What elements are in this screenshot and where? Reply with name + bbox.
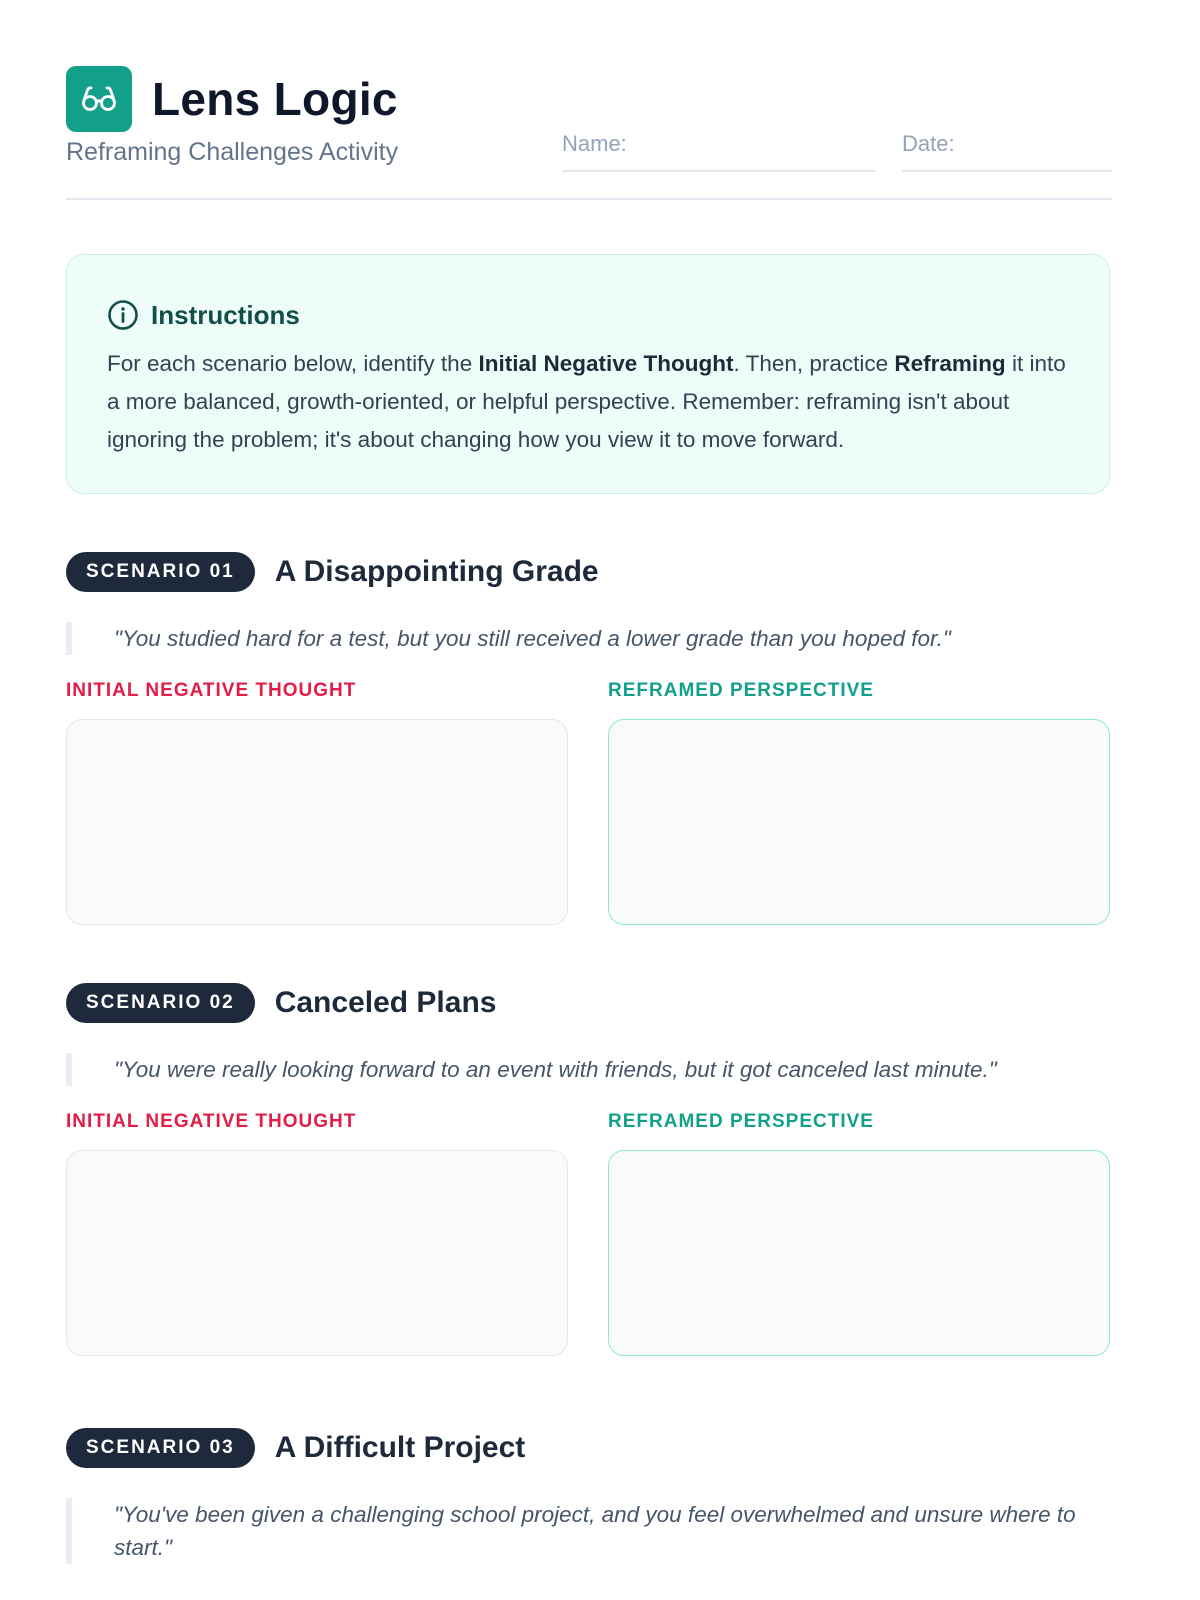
scenario-quote: "You've been given a challenging school project, and you feel overwhelmed and unsure where to start."	[66, 1498, 1094, 1564]
instructions-text-3: it into a more balanced, growth-oriented, or helpful perspective. Remember: reframing isn't about ignoring the problem; it's about changing how you view it to move forward.	[107, 351, 1066, 452]
header-divider	[66, 198, 1112, 200]
reframed-perspective-column	[608, 679, 1110, 925]
negative-thought-column	[66, 1110, 568, 1356]
info-icon	[107, 299, 139, 331]
date-field-label: Date:	[902, 131, 955, 156]
instructions-text-1: For each scenario below, identify the	[107, 351, 479, 376]
glasses-icon	[79, 79, 119, 119]
reframed-perspective-label: REFRAMED PERSPECTIVE	[608, 1111, 874, 1132]
scenario-header	[66, 552, 1112, 592]
negative-thought-box[interactable]	[66, 719, 568, 925]
negative-thought-box[interactable]	[66, 1150, 568, 1356]
instructions-heading	[107, 297, 1069, 333]
scenario-card	[66, 983, 1112, 1354]
logo-badge	[66, 66, 132, 132]
scenario-quote: "You studied hard for a test, but you still received a lower grade than you hoped for."	[66, 622, 1112, 655]
scenario-title: A Disappointing Grade	[274, 555, 599, 588]
instructions-text-2: . Then, practice	[733, 351, 895, 376]
scenario-title: Canceled Plans	[274, 986, 497, 1019]
instructions-panel	[66, 254, 1110, 494]
instructions-text	[107, 345, 1069, 459]
scenario-header	[66, 983, 1112, 1023]
response-columns	[66, 1110, 1112, 1354]
scenario-badge: SCENARIO 01	[66, 552, 255, 592]
name-field[interactable]	[562, 130, 876, 172]
brand	[66, 66, 398, 132]
negative-thought-column	[66, 679, 568, 925]
instructions-bold-2: Reframing	[894, 351, 1006, 376]
negative-thought-label: INITIAL NEGATIVE THOUGHT	[66, 680, 357, 701]
scenario-card	[66, 552, 1112, 923]
reframed-perspective-box[interactable]	[608, 719, 1110, 925]
name-field-label: Name:	[562, 131, 627, 156]
response-columns	[66, 679, 1112, 923]
scenario-title: A Difficult Project	[274, 1431, 526, 1464]
instructions-title: Instructions	[151, 299, 300, 330]
scenario-badge: SCENARIO 02	[66, 983, 255, 1023]
worksheet-page	[66, 0, 1112, 1560]
scenario-header	[66, 1428, 1112, 1468]
negative-thought-label: INITIAL NEGATIVE THOUGHT	[66, 1111, 357, 1132]
instructions-bold-1: Initial Negative Thought	[478, 351, 734, 376]
page-title: Lens Logic	[152, 73, 398, 125]
page-subtitle: Reframing Challenges Activity	[66, 138, 399, 166]
scenario-card	[66, 1428, 1112, 1564]
reframed-perspective-label: REFRAMED PERSPECTIVE	[608, 680, 874, 701]
date-field[interactable]	[902, 130, 1112, 172]
scenario-quote: "You were really looking forward to an event with friends, but it got canceled last minute."	[66, 1053, 1112, 1086]
worksheet-header	[66, 0, 1112, 206]
scenario-badge: SCENARIO 03	[66, 1428, 255, 1468]
reframed-perspective-box[interactable]	[608, 1150, 1110, 1356]
reframed-perspective-column	[608, 1110, 1110, 1356]
